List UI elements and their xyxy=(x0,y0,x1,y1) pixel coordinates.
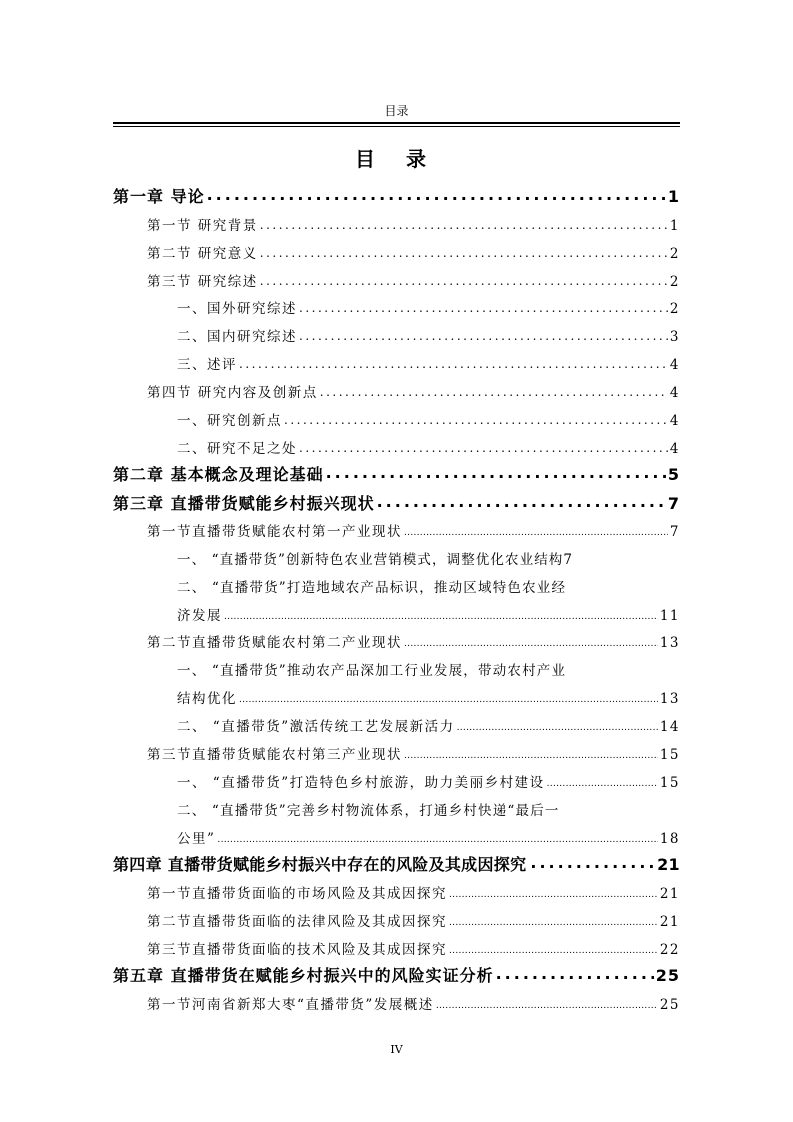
toc-entry-line1[interactable]: 二、 “直播带货”打造地域农产品标识，推动区域特色农业经 xyxy=(177,580,567,596)
toc-label: 第二节 研究意义 xyxy=(147,246,258,262)
toc-page: 2 xyxy=(669,274,680,290)
toc-page: 21 xyxy=(657,855,680,874)
toc-entry[interactable] xyxy=(177,827,680,847)
dot-leader xyxy=(404,746,658,760)
toc-page: 7 xyxy=(669,524,680,540)
toc-page: 15 xyxy=(659,747,680,763)
toc-label: 结构优化 xyxy=(177,691,237,707)
toc-page: 1 xyxy=(667,187,680,206)
dot-leader xyxy=(217,830,657,844)
toc-page: 5 xyxy=(667,465,680,484)
dot-leader xyxy=(326,464,666,480)
toc-page: 2 xyxy=(669,246,680,262)
dot-leader xyxy=(404,634,658,648)
dot-leader xyxy=(404,523,668,537)
toc-entry[interactable] xyxy=(177,297,680,317)
toc-label: 第一章 导论 xyxy=(113,187,205,206)
toc-page: 14 xyxy=(659,719,680,735)
toc-entry[interactable] xyxy=(177,353,680,373)
toc-entry[interactable] xyxy=(177,325,680,345)
toc-page: 13 xyxy=(659,691,680,707)
toc-label: 公里” xyxy=(177,831,216,847)
toc-page: 25 xyxy=(655,966,680,985)
running-header: 目录 xyxy=(384,104,409,118)
toc-entry[interactable] xyxy=(147,631,680,651)
toc-label: 二、 “直播带货”激活传统工艺发展新活力 xyxy=(177,719,455,735)
toc-label: 一、研究创新点 xyxy=(177,413,282,429)
toc-label: 第二章 基本概念及理论基础 xyxy=(113,465,324,484)
toc-label: 济发展 xyxy=(177,608,222,624)
dot-leader xyxy=(530,854,653,870)
dot-leader xyxy=(239,356,668,370)
toc-page: 4 xyxy=(669,385,680,401)
toc-page: 18 xyxy=(659,831,680,847)
toc-entry[interactable] xyxy=(177,409,680,429)
toc-page: 7 xyxy=(667,494,680,513)
toc-entry[interactable] xyxy=(147,993,680,1013)
toc-label: 第一节直播带货赋能农村第一产业现状 xyxy=(147,524,402,540)
toc-page: 2 xyxy=(669,301,680,317)
toc-entry[interactable] xyxy=(147,270,680,290)
toc-label: 一、国外研究综述 xyxy=(177,301,297,317)
toc-entry-line1[interactable]: 二、 “直播带货”完善乡村物流体系，打通乡村快递“最后一 xyxy=(177,803,560,819)
dot-leader xyxy=(496,965,654,981)
toc-page: 21 xyxy=(659,886,680,902)
toc-label: 第三节直播带货赋能农村第三产业现状 xyxy=(147,747,402,763)
toc-entry[interactable] xyxy=(147,882,680,902)
toc-label: 第一节直播带货面临的市场风险及其成因探究 xyxy=(147,886,447,902)
dot-leader xyxy=(436,996,658,1010)
toc-label: 第一节 研究背景 xyxy=(147,218,258,234)
dot-leader xyxy=(260,245,668,259)
toc-label: 第二节直播带货面临的法律风险及其成因探究 xyxy=(147,914,447,930)
page-number: IV xyxy=(390,1043,403,1056)
toc-entry[interactable] xyxy=(113,184,680,207)
toc-label: 第三章 直播带货赋能乡村振兴现状 xyxy=(113,494,375,513)
toc-entry[interactable] xyxy=(147,520,680,540)
toc-label: 第五章 直播带货在赋能乡村振兴中的风险实证分析 xyxy=(113,966,494,985)
toc-page: 4 xyxy=(669,441,680,457)
dot-leader xyxy=(224,607,658,621)
dot-leader xyxy=(284,412,668,426)
dot-leader xyxy=(299,300,668,314)
toc-label: 第四章 直播带货赋能乡村振兴中存在的风险及其成因探究 xyxy=(113,855,527,874)
dot-leader xyxy=(320,384,668,398)
toc-entry[interactable] xyxy=(147,381,680,401)
toc-label: 二、研究不足之处 xyxy=(177,441,297,457)
toc-entry[interactable] xyxy=(147,938,680,958)
toc-entry[interactable] xyxy=(147,743,680,763)
toc-entry[interactable] xyxy=(177,437,680,457)
dot-leader xyxy=(457,718,658,732)
toc-page: 13 xyxy=(659,635,680,651)
toc-label: 三、述评 xyxy=(177,357,237,373)
toc-entry[interactable] xyxy=(113,963,680,986)
toc-entry[interactable] xyxy=(147,910,680,930)
dot-leader xyxy=(299,328,668,342)
dot-leader xyxy=(449,941,658,955)
dot-leader xyxy=(260,273,668,287)
toc-page: 3 xyxy=(669,329,680,345)
toc-label: 第三节直播带货面临的技术风险及其成因探究 xyxy=(147,942,447,958)
toc-label: 一、 “直播带货”创新特色农业营销模式，调整优化农业结构 xyxy=(177,552,564,568)
toc-page: 4 xyxy=(669,413,680,429)
dot-leader xyxy=(260,217,668,231)
toc-page: 21 xyxy=(659,914,680,930)
toc-label: 第一节河南省新郑大枣“直播带货”发展概述 xyxy=(147,997,434,1013)
dot-leader xyxy=(239,690,658,704)
toc-entry[interactable] xyxy=(147,214,680,234)
toc-entry[interactable] xyxy=(113,852,680,875)
toc-label: 二、国内研究综述 xyxy=(177,329,297,345)
toc-entry[interactable] xyxy=(177,687,680,707)
dot-leader xyxy=(547,774,658,788)
toc-label: 第二节直播带货赋能农村第二产业现状 xyxy=(147,635,402,651)
dot-leader xyxy=(299,440,668,454)
page-title: 目 录 xyxy=(355,147,438,171)
dot-leader xyxy=(449,913,658,927)
toc-page: 11 xyxy=(659,608,680,624)
dot-leader xyxy=(207,186,666,202)
dot-leader xyxy=(377,493,666,509)
toc-page: 7 xyxy=(563,552,574,568)
toc-entry[interactable] xyxy=(113,491,680,514)
toc-page: 25 xyxy=(659,997,680,1013)
toc-entry[interactable] xyxy=(113,462,680,485)
toc-entry[interactable] xyxy=(147,242,680,262)
toc-page: 1 xyxy=(669,218,680,234)
toc-entry[interactable] xyxy=(177,548,680,568)
toc-page: 22 xyxy=(659,942,680,958)
toc-label: 第三节 研究综述 xyxy=(147,274,258,290)
toc-label: 一、 “直播带货”打造特色乡村旅游，助力美丽乡村建设 xyxy=(177,775,545,791)
toc-entry[interactable] xyxy=(177,604,680,624)
toc-label: 第四节 研究内容及创新点 xyxy=(147,385,318,401)
dot-leader xyxy=(449,885,658,899)
toc-entry[interactable] xyxy=(177,771,680,791)
toc-page: 15 xyxy=(659,775,680,791)
toc-page: 4 xyxy=(669,357,680,373)
toc-entry-line1[interactable]: 一、 “直播带货”推动农产品深加工行业发展，带动农村产业 xyxy=(177,663,567,679)
toc-entry[interactable] xyxy=(177,715,680,735)
